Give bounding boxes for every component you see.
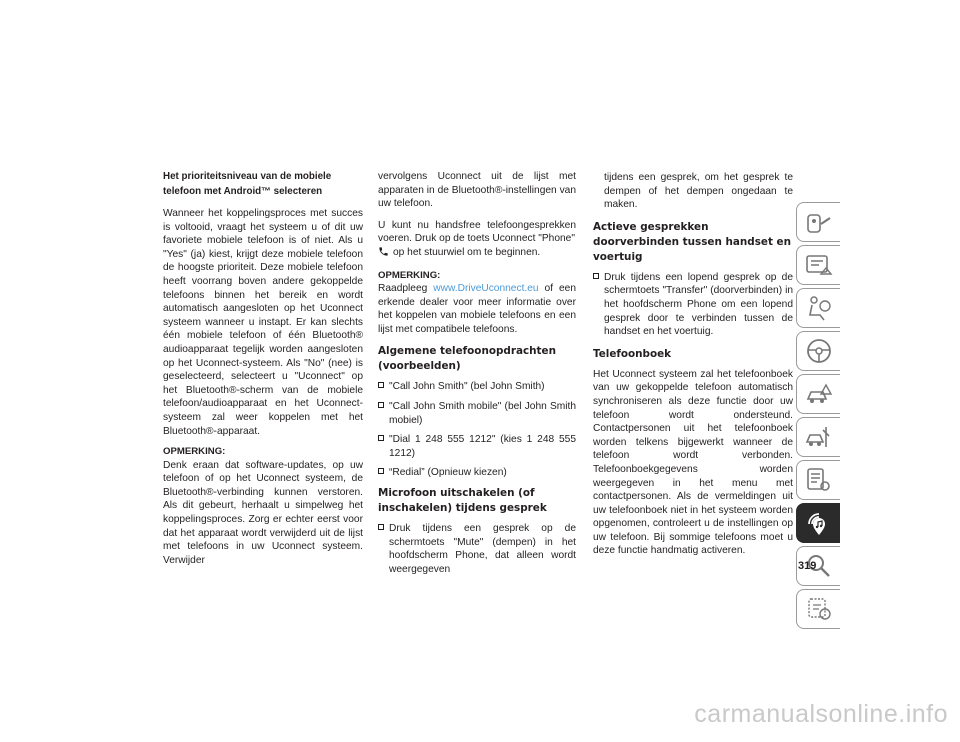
tab-airbag[interactable] [796, 288, 840, 328]
section-title-phonebook: Telefoonboek [593, 347, 672, 360]
command-list [378, 380, 576, 480]
tab-car-key[interactable] [796, 202, 840, 242]
bullet-square-icon [593, 273, 599, 279]
steering-wheel-icon [804, 336, 834, 366]
tab-emergency[interactable] [796, 374, 840, 414]
note-body-2 [378, 282, 576, 336]
bullet-square-icon [378, 468, 384, 474]
handsfree-text-a: U kunt nu handsfree telefoongesprekken voeren. Druk op de toets Uconnect "Phone" [378, 219, 576, 245]
section-title-mute: Microfoon uitschakelen (of inschakelen) tijdens gesprek [378, 487, 547, 514]
paragraph-phonebook: Het Uconnect systeem zal het telefoonboek van uw gekoppelde telefoon automatisch synchroniseren als deze functie door uw telefoon wordt ondersteund. Contactpersonen uit het telefoonboek worden telkens bijgewerkt wanneer de telefoon wordt verbonden. Telefoonboekgegevens worden weergegeven in het menu met contactpersonen. Als de vermeldingen uit uw telefoonboek niet in het systeem worden opgenomen, controleert u de instellingen op uw telefoon. Bij sommige telefoons moet u deze functie handmatig activeren. [593, 368, 793, 557]
column-right [593, 171, 793, 566]
section-title-transfer: Actieve gesprekken doorverbinden tussen handset en voertuig [593, 220, 791, 263]
dashboard-warning-icon [804, 250, 834, 280]
bullet-square-icon [378, 524, 384, 530]
phone-icon [378, 246, 389, 262]
paragraph-handsfree [378, 219, 576, 262]
tab-multimedia[interactable] [796, 503, 840, 543]
bullet-square-icon [378, 435, 384, 441]
list-item: "Call John Smith" (bel John Smith) [378, 380, 576, 394]
watermark: carmanualsonline.info [694, 700, 948, 728]
tab-specifications[interactable] [796, 460, 840, 500]
transfer-list [593, 271, 793, 339]
tab-dashboard[interactable] [796, 245, 840, 285]
column-middle [378, 170, 576, 582]
car-service-icon [804, 422, 834, 452]
bullet-square-icon [378, 382, 384, 388]
handsfree-text-b: op het stuurwiel om te beginnen. [393, 246, 541, 258]
drive-uconnect-link[interactable]: www.DriveUconnect.eu [433, 283, 539, 295]
section-heading-priority: Het prioriteitsniveau van de mobiele telefoon met Android™ selecteren [163, 171, 332, 197]
page-number: 319 [798, 560, 817, 572]
car-warning-icon [804, 379, 834, 409]
paragraph-pairing: Wanneer het koppelingsproces met succes is voltooid, vraagt het systeem u of dit uw favoriete mobiele telefoon is of niet. Als u "Yes" (ja) kiest, krijgt deze mobiele telefoon de hoogste prioriteit. Deze mobiele telefoon heeft voorrang boven andere gekoppelde telefoons binnen het bereik en wordt automatisch aangesloten op het Uconnect systeem wanneer u instapt. Er kan slechts één mobiele telefoon of één Bluetooth® audioapparaat tegelijk worden aangesloten op het Uconnect-systeem. Als "No" (nee) is geselecteerd, selecteert u "Uconnect" op het Bluetooth®-scherm van de mobiele telefoon/audioapparaat en het Uconnect-systeem zal weer koppelen met het Bluetooth®-apparaat. [163, 208, 363, 437]
column-left [163, 170, 363, 575]
language-icon [804, 594, 834, 624]
tab-language[interactable] [796, 589, 840, 629]
specifications-icon [804, 465, 834, 495]
section-title-phone-commands: Algemene telefoonopdrachten (voorbeelden) [378, 345, 556, 373]
paragraph-remove-uconnect: vervolgens Uconnect uit de lijst met apparaten in de Bluetooth®-instellingen van uw telefoon. [378, 171, 576, 210]
list-item: "Call John Smith mobile" (bel John Smith mobiel) [378, 400, 576, 427]
note-body: Denk eraan dat software-updates, op uw telefoon of op het Uconnect systeem, de Bluetooth®-verbinding kunnen verstoren. Als dit gebeurt, herhaalt u simpelweg het koppelingsproces. Zorg er echter eerst voor dat het apparaat wordt verwijderd uit de lijst met telefoons in uw Uconnect systeem. Verwijder [163, 459, 363, 566]
multimedia-icon [804, 508, 834, 538]
airbag-seat-icon [804, 293, 834, 323]
note-pre: Raadpleeg [378, 283, 428, 295]
note-post: of een erkende dealer voor meer informatie over het koppelen van mobiele telefoons en een lijst met compatibele telefoons. [378, 283, 576, 335]
list-item: "Dial 1 248 555 1212" (kies 1 248 555 1212) [378, 433, 576, 460]
car-key-icon [804, 207, 834, 237]
note-title-2: OPMERKING: [378, 269, 441, 281]
bullet-square-icon [378, 402, 384, 408]
list-item: Druk tijdens een gesprek op de schermtoets "Mute" (dempen) in het hoofdscherm Phone, dat alleen wordt weergegeven [378, 522, 576, 576]
tab-driving[interactable] [796, 331, 840, 371]
tab-service[interactable] [796, 417, 840, 457]
mute-continuation: tijdens een gesprek, om het gesprek te dempen of het dempen ongedaan te maken. [604, 172, 793, 211]
list-item: Druk tijdens een lopend gesprek op de schermtoets "Transfer" (doorverbinden) in het hoofdscherm Phone om een lopend gesprek door te verbinden tussen de handset en het voertuig. [593, 271, 793, 339]
list-item: “Redial” (Opnieuw kiezen) [378, 466, 576, 480]
mute-list [378, 522, 576, 576]
note-title: OPMERKING: [163, 446, 226, 458]
